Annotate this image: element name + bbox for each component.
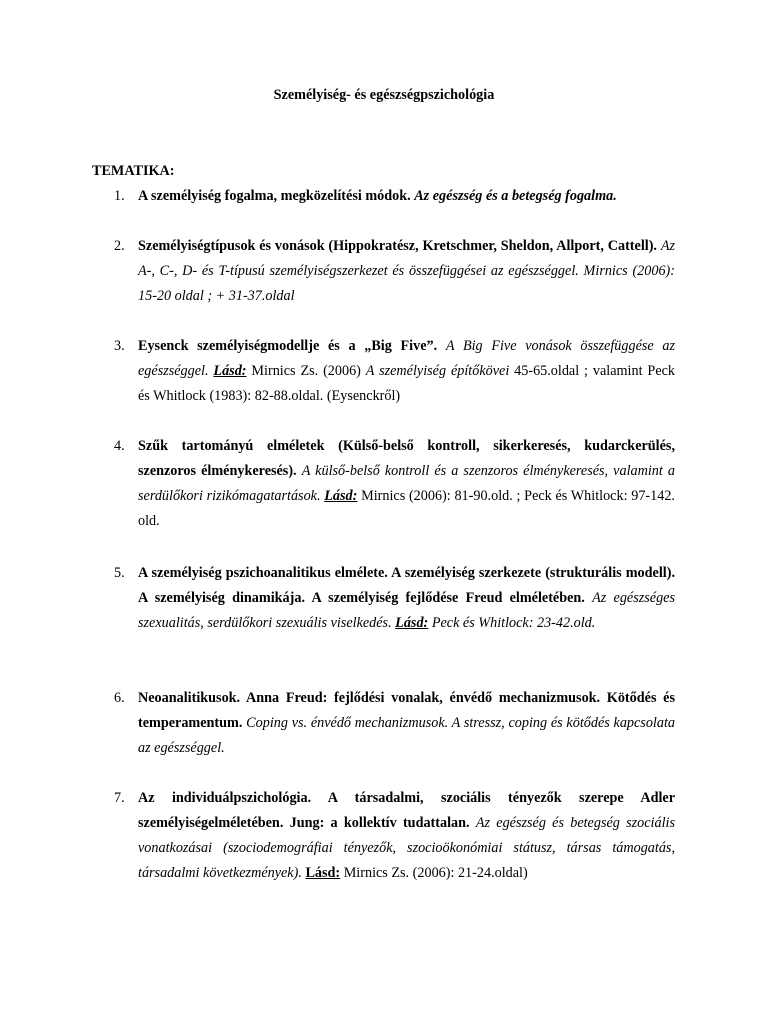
item-text [138,184,675,209]
topic-text: Az individuálpszichológia. A társadalmi, szociális tényezők szerepe Adler személyiségelméletében. Jung: a kollektív tudattalan. [138,790,675,831]
item-number: 7. [114,790,125,806]
topic-subtext: A külső-belső kontroll és a szenzoros élménykeresés, valamint a serdülőkori rizikómagatartások. [138,463,675,504]
section-heading: TEMATIKA: [92,163,175,179]
item-number: 5. [114,565,125,581]
topic-text: Eysenck személyiségmodellje és a „Big Five”. [138,338,438,354]
item-text [138,334,675,409]
see-also-label: Lásd: [213,363,247,379]
reference-text: 45-65.oldal ; valamint Peck és Whitlock (1983): 82-88.oldal. (Eysenckről) [138,363,676,404]
item-text [138,786,675,886]
page-title: Személyiség- és egészségpszichológia [273,87,495,103]
item-number: 2. [114,238,125,254]
topic-text: Személyiségtípusok és vonások (Hippokratész, Kretschmer, Sheldon, Allport, Cattell). [138,238,657,254]
topic-text: Szűk tartományú elméletek (Külső-belső kontroll, sikerkeresés, kudarckerülés, szenzoros élménykeresés). [138,438,675,479]
topic-subtext: Az egészség és a betegség fogalma. [414,188,617,204]
item-number: 1. [114,188,125,204]
reference-text: Mirnics (2006): 81-90.old. ; Peck és Whitlock: 97-142. old. [138,488,675,529]
topic-subtext: Az egészség és betegség szociális vonatkozásai (szociodemográfiai tényezők, szocioökonómiai státusz, társas támogatás, társadalmi következmények). [138,815,675,881]
item-number: 4. [114,438,125,454]
see-also-label: Lásd: [305,865,341,881]
topic-text: A személyiség fogalma, megközelítési módok. [138,188,411,204]
item-number: 6. [114,690,125,706]
topic-subtext: A Big Five vonások összefüggése az egészséggel. [138,338,675,379]
item-number: 3. [114,338,125,354]
see-also-label: Lásd: [324,488,358,504]
topic-subtext: Az egészséges szexualitás, serdülőkori szexuális viselkedés. [138,590,676,631]
reference-text: Mirnics Zs. (2006) [251,363,361,379]
topic-text: Neoanalitikusok. Anna Freud: fejlődési vonalak, énvédő mechanizmusok. Kötődés és temperamentum. [138,690,675,731]
topic-subtext: Coping vs. énvédő mechanizmusok. A stressz, coping és kötődés kapcsolata az egészséggel. [138,715,675,756]
topic-text: A személyiség pszichoanalitikus elmélete. A személyiség szerkezete (strukturális modell). A személyiség dinamikája. A személyiség fejlődése Freud elméletében. [138,565,675,606]
see-also-label: Lásd: [395,615,429,631]
reference-text: Mirnics Zs. (2006): 21-24.oldal) [343,865,528,881]
item-text [138,234,675,309]
item-text [138,686,675,761]
item-text [138,561,675,636]
item-text [138,434,675,534]
reference-text: Peck és Whitlock: 23-42.old. [431,615,596,631]
topic-subtext: Az A-, C-, D- és T-típusú személyiségszerkezet és összefüggései az egészséggel. Mirnics (2006): 15-20 oldal ; + 31-37.oldal [138,238,675,304]
reference-title: A személyiség építőkövei [365,363,510,379]
